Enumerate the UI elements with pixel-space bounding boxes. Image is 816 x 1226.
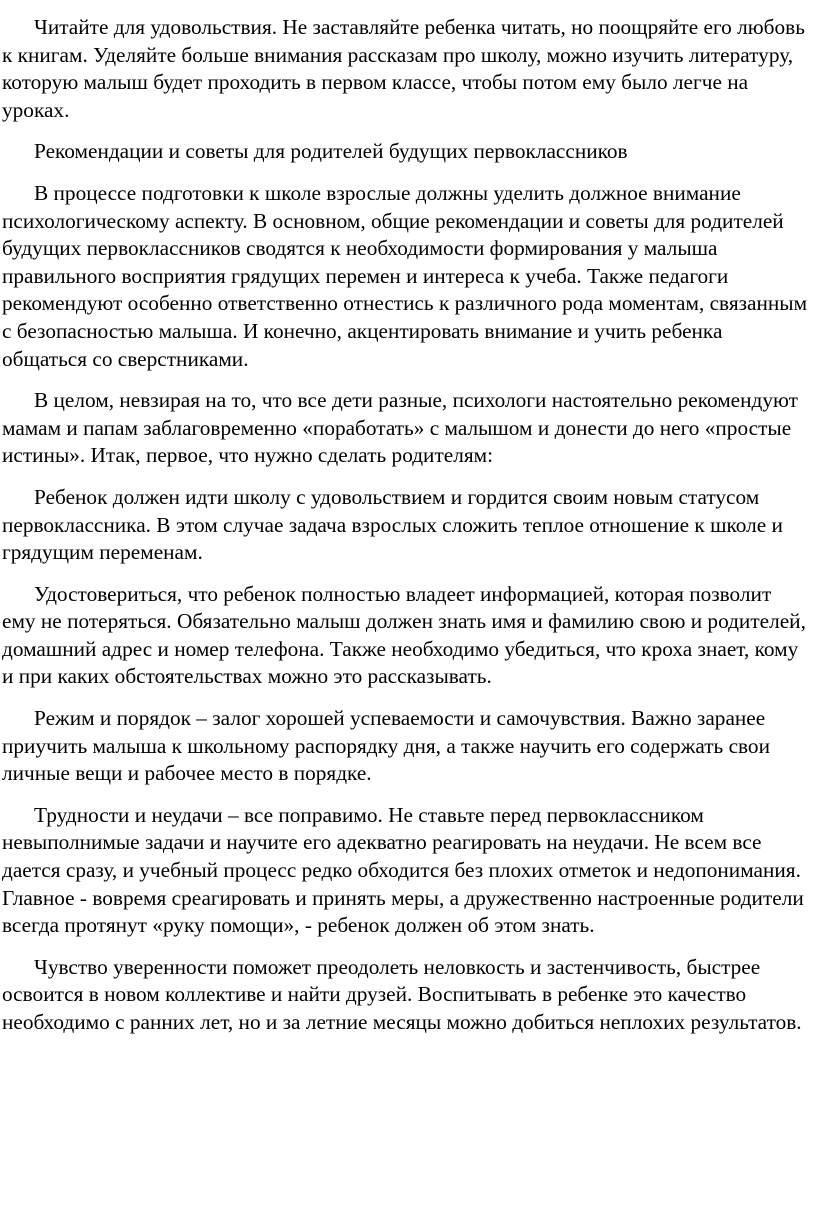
section-heading: Рекомендации и советы для родителей будущих первоклассников: [34, 139, 628, 164]
paragraph-confidence: Чувство уверенности поможет преодолеть неловкость и застенчивость, быстрее освоится в новом коллективе и найти друзей. Воспитывать в ребенке это качество необходимо с ранних лет, но и за летние месяцы можно добиться неплохих результатов.: [2, 954, 802, 1034]
paragraph-personal-info: Удостовериться, что ребенок полностью владеет информацией, которая позволит ему не потеряться. Обязательно малыш должен знать имя и фамилию свою и родителей, домашний адрес и номер телефона. Также необходимо убедиться, что кроха знает, кому и при каких обстоятельствах можно это рассказывать.: [2, 581, 806, 689]
paragraph-general-advice: В целом, невзирая на то, что все дети разные, психологи настоятельно рекомендуют мамам и папам заблаговременно «поработать» с малышом и донести до него «простые истины». Итак, первое, что нужно сделать родителям:: [2, 388, 798, 468]
paragraph-psychological-aspect: В процессе подготовки к школе взрослые должны уделить должное внимание психологическому аспекту. В основном, общие рекомендации и советы для родителей будущих первоклассников сводятся к необходимости формирования у малыша правильного восприятия грядущих перемен и интереса к учеба. Также педагоги рекомендуют особенно ответственно отнестись к различного рода моментам, связанным с безопасностью малыша. И конечно, акцентировать внимание и учить ребенка общаться со сверстниками.: [2, 180, 808, 371]
paragraph-routine-order: Режим и порядок – залог хорошей успеваемости и самочувствия. Важно заранее приучить малыша к школьному распорядку дня, а также научить его содержать свои личные вещи и рабочее место в порядке.: [2, 706, 770, 786]
paragraph-reading-for-pleasure: Читайте для удовольствия. Не заставляйте ребенка читать, но поощряйте его любовь к книгам. Уделяйте больше внимания рассказам про школу, можно изучить литературу, которую малыш будет проходить в первом классе, чтобы потом ему было легче на уроках.: [2, 15, 805, 122]
paragraph-school-attitude: Ребенок должен идти школу с удовольствием и гордится своим новым статусом первоклассника. В этом случае задача взрослых сложить теплое отношение к школе и грядущим переменам.: [2, 484, 783, 565]
paragraph-difficulties: Трудности и неудачи – все поправимо. Не ставьте перед первоклассником невыполнимые задачи и научите его адекватно реагировать на неудачи. Не всем все дается сразу, и учебный процесс редко обходится без плохих отметок и недопонимания. Главное - вовремя среагировать и принять меры, а дружественно настроенные родители всегда протянут «руку помощи», - ребенок должен об этом знать.: [2, 802, 804, 938]
